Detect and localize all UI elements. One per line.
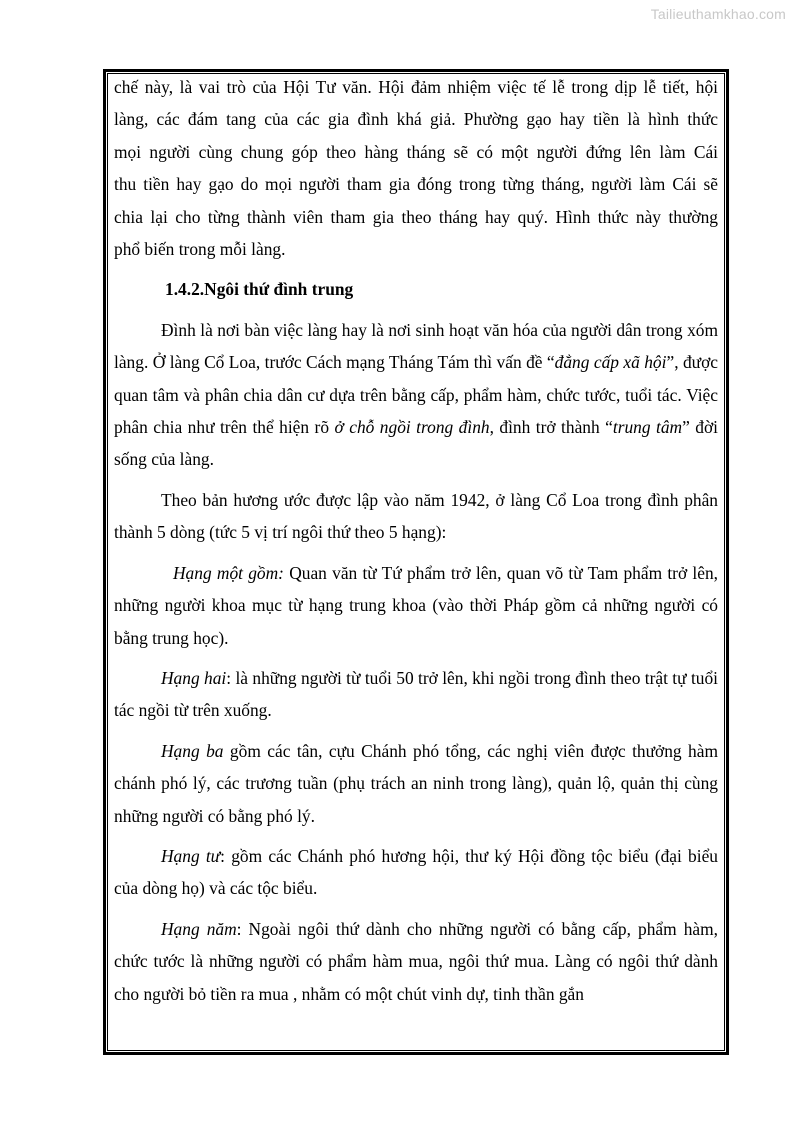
text-run: ”, được quan tâm và phân chia dân cư dựa trên bằng cấp, phẩm hàm, chức tước, tuổi tác. Việc phân chia như trên thể hiện rõ [114,352,718,438]
rank-label: Hạng một gồm: [173,562,284,583]
text-line: thu tiền hay gạo do mọi người tham gia đóng trong từng tháng, người làm Cái sẽ [114,174,718,195]
paragraph-dinh [114,314,718,476]
paragraph-rank-1 [114,557,718,654]
rank-text: : là những người từ tuổi 50 trở lên, khi ngồi trong đình theo trật tự tuổi tác ngồi từ trên xuống. [114,667,718,721]
text-line: chế này, là vai trò của Hội Tư văn. Hội đảm nhiệm việc tế lễ trong dịp lễ tiết, hội [114,77,718,97]
rank-label: Hạng ba [161,740,224,761]
watermark: Tailieuthamkhao.com [650,6,786,22]
section-heading: 1.4.2.Ngôi thứ đình trung [165,279,354,300]
text-line: phổ biến trong mỗi làng. [114,239,286,260]
document-body [114,71,718,1010]
paragraph-rank-3 [114,735,718,832]
paragraph-rank-2 [114,662,718,727]
rank-label: Hạng năm [161,918,237,939]
italic-run: đẳng cấp xã hội [554,352,667,373]
rank-text: Quan văn từ Tứ phẩm trở lên, quan võ từ Tam phẩm trở lên, những người khoa mục từ hạng trung khoa (vào thời Pháp gồm cả những người có bằng trung học). [114,562,719,648]
paragraph-intro [114,71,718,265]
paragraph-rank-5 [114,913,718,1010]
text-line: làng, các đám tang của các gia đình khá giả. Phường gạo hay tiền là hình thức [114,109,718,130]
italic-run: trung tâm [612,417,683,438]
rank-text: : Ngoài ngôi thứ dành cho những người có bằng cấp, phẩm hàm, chức tước là những người có phẩm hàm mua, ngôi thứ mua. Làng có ngôi thứ dành cho người bỏ tiền ra mua , nhằm có một chút vinh dự, tinh thần gắn [114,918,718,1004]
paragraph-rank-4 [114,840,718,905]
text-run: ” đời sống của làng. [114,417,718,470]
italic-run: ở chỗ ngồi trong đình [334,417,490,438]
rank-text: : gồm các Chánh phó hương hội, thư ký Hội đồng tộc biểu (đại biểu của dòng họ) và các tộc biểu. [114,845,719,899]
rank-text: gồm các tân, cựu Chánh phó tổng, các nghị viên được thưởng hàm chánh phó lý, các trương tuần (phụ trách an ninh trong làng), quản lộ, quản thị cùng những người có bằng phó lý. [114,740,718,826]
text-line: chia lại cho từng thành viên tham gia theo tháng hay quý. Hình thức này thường [114,206,718,227]
text-line: mọi người cùng chung góp theo hàng tháng sẽ có một người đứng lên làm Cái [114,141,718,162]
paragraph-huong-uoc: Theo bản hương ước được lập vào năm 1942, ở làng Cổ Loa trong đình phân thành 5 dòng (tức 5 vị trí ngôi thứ theo 5 hạng): [114,489,718,543]
text-run: , đình trở thành “ [489,417,613,438]
text-run: Đình là nơi bàn việc làng hay là nơi sinh hoạt văn hóa của người dân trong xóm làng. Ở làng Cổ Loa, trước Cách mạng Tháng Tám thì vấn đề “ [114,319,718,373]
rank-label: Hạng hai [161,667,227,688]
rank-label: Hạng tư [161,845,221,866]
